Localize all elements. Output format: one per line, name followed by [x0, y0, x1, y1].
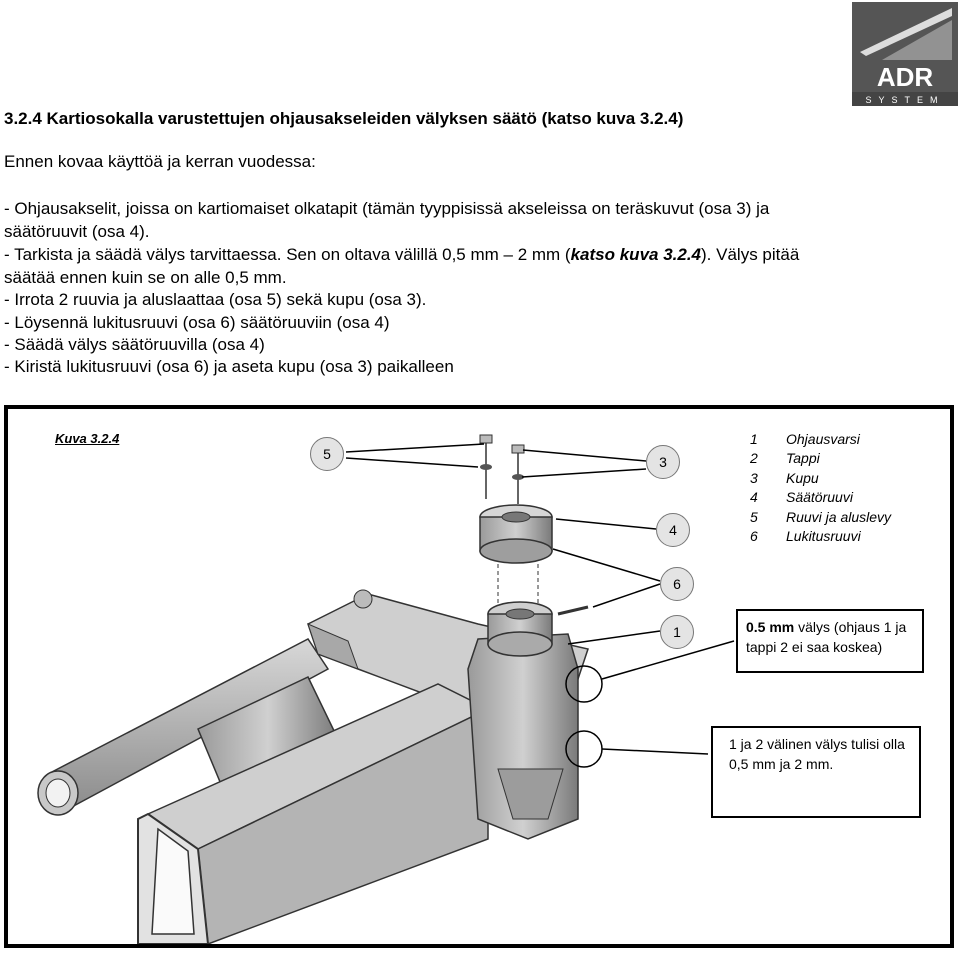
callout-1: 1 — [660, 615, 694, 649]
instruction-line-6: - Löysennä lukitusruuvi (osa 6) säätöruuviin (osa 4) — [4, 313, 390, 332]
instruction-line-3-start: - Tarkista ja säädä välys tarvittaessa. Sen on oltava välillä 0,5 mm – 2 mm ( — [4, 245, 571, 264]
legend-item: 1 Ohjausvarsi — [750, 431, 860, 447]
logo-sub: SYSTEM — [865, 95, 945, 105]
figure-3-2-4 — [4, 405, 954, 948]
legend-item: 2 Tappi — [750, 450, 820, 467]
parts-legend — [750, 431, 891, 547]
figure-caption: Kuva 3.2.4 — [55, 431, 120, 446]
instruction-line-7: - Säädä välys säätöruuvilla (osa 4) — [4, 335, 265, 354]
legend-item: 3 Kupu — [750, 469, 819, 486]
callout-4: 4 — [656, 513, 690, 547]
instruction-line-2: säätöruuvit (osa 4). — [4, 222, 150, 241]
adr-system-logo — [852, 2, 958, 106]
legend-item: 5 Ruuvi ja aluslevy — [750, 508, 892, 525]
gap-note: 1 ja 2 välinen välys tulisi olla 0,5 mm ja 2 mm. — [711, 726, 921, 818]
instruction-line-3 — [4, 245, 799, 265]
clearance-note: 0.5 mm välys (ohjaus 1 ja tappi 2 ei saa koskea) — [736, 609, 924, 673]
callout-3: 3 — [646, 445, 680, 479]
callout-5: 5 — [310, 437, 344, 471]
logo-brand: ADR — [876, 62, 934, 92]
intro-text: Ennen kovaa käyttöä ja kerran vuodessa: — [4, 152, 316, 171]
figure-reference: katso kuva 3.2.4 — [570, 245, 702, 264]
legend-item: 4 Säätöruuvi — [750, 489, 853, 506]
section-heading: 3.2.4 Kartiosokalla varustettujen ohjausakseleiden välyksen säätö (katso kuva 3.2.4) — [4, 109, 684, 128]
callout-6: 6 — [660, 567, 694, 601]
legend-item: 6 Lukitusruuvi — [750, 527, 861, 544]
instruction-line-8: - Kiristä lukitusruuvi (osa 6) ja aseta kupu (osa 3) paikalleen — [4, 357, 454, 376]
instruction-line-5: - Irrota 2 ruuvia ja aluslaattaa (osa 5) sekä kupu (osa 3). — [4, 290, 427, 309]
instruction-line-4: säätää ennen kuin se on alle 0,5 mm. — [4, 268, 287, 287]
instruction-line-3-end: ). Välys pitää — [701, 245, 800, 264]
instruction-line-1: - Ohjausakselit, joissa on kartiomaiset olkatapit (tämän tyyppisissä akseleissa on teräskuvut (osa 3) ja — [4, 199, 770, 218]
